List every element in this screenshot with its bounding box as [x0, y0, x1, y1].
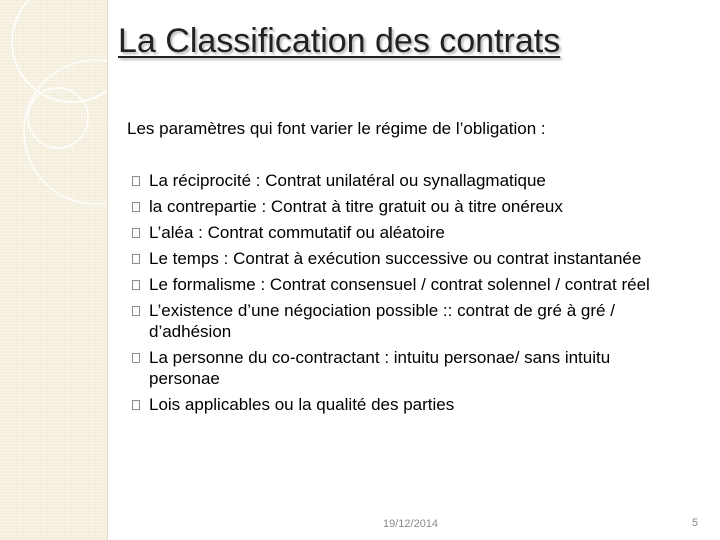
- bullet-item: [132, 222, 680, 243]
- slide-title: La Classification des contrats: [118, 22, 561, 60]
- bullet-text: Le temps : Contrat à exécution successive ou contrat instantanée: [149, 249, 642, 268]
- checkbox-bullet-icon: [132, 202, 140, 212]
- slide-subtitle: Les paramètres qui font varier le régime de l’obligation :: [127, 119, 546, 138]
- bullet-text: L’existence d’une négociation possible :: contrat de gré à gré / d’adhésion: [149, 301, 615, 341]
- bullet-item: [132, 196, 680, 217]
- checkbox-bullet-icon: [132, 400, 140, 410]
- bullet-text: Le formalisme : Contrat consensuel / contrat solennel / contrat réel: [149, 275, 650, 294]
- checkbox-bullet-icon: [132, 176, 140, 186]
- checkbox-bullet-icon: [132, 353, 140, 363]
- slide-number: 5: [692, 517, 699, 529]
- bullet-list: [132, 170, 680, 420]
- checkbox-bullet-icon: [132, 254, 140, 264]
- decorative-side-panel: [0, 0, 107, 540]
- bullet-text: L’aléa : Contrat commutatif ou aléatoire: [149, 223, 445, 242]
- checkbox-bullet-icon: [132, 228, 140, 238]
- bullet-item: [132, 394, 680, 415]
- checkbox-bullet-icon: [132, 306, 140, 316]
- side-panel-divider: [107, 0, 108, 540]
- bullet-text: la contrepartie : Contrat à titre gratuit ou à titre onéreux: [149, 197, 563, 216]
- bullet-text: La réciprocité : Contrat unilatéral ou synallagmatique: [149, 171, 546, 190]
- bullet-item: [132, 347, 680, 389]
- bullet-text: Lois applicables ou la qualité des parties: [149, 395, 455, 414]
- checkbox-bullet-icon: [132, 280, 140, 290]
- bullet-item: [132, 248, 680, 269]
- bullet-item: [132, 274, 680, 295]
- decorative-circles: [0, 0, 107, 540]
- bullet-text: La personne du co-contractant : intuitu personae/ sans intuitu personae: [149, 348, 611, 388]
- bullet-item: [132, 170, 680, 191]
- footer-date: 19/12/2014: [383, 518, 439, 530]
- bullet-item: [132, 300, 680, 342]
